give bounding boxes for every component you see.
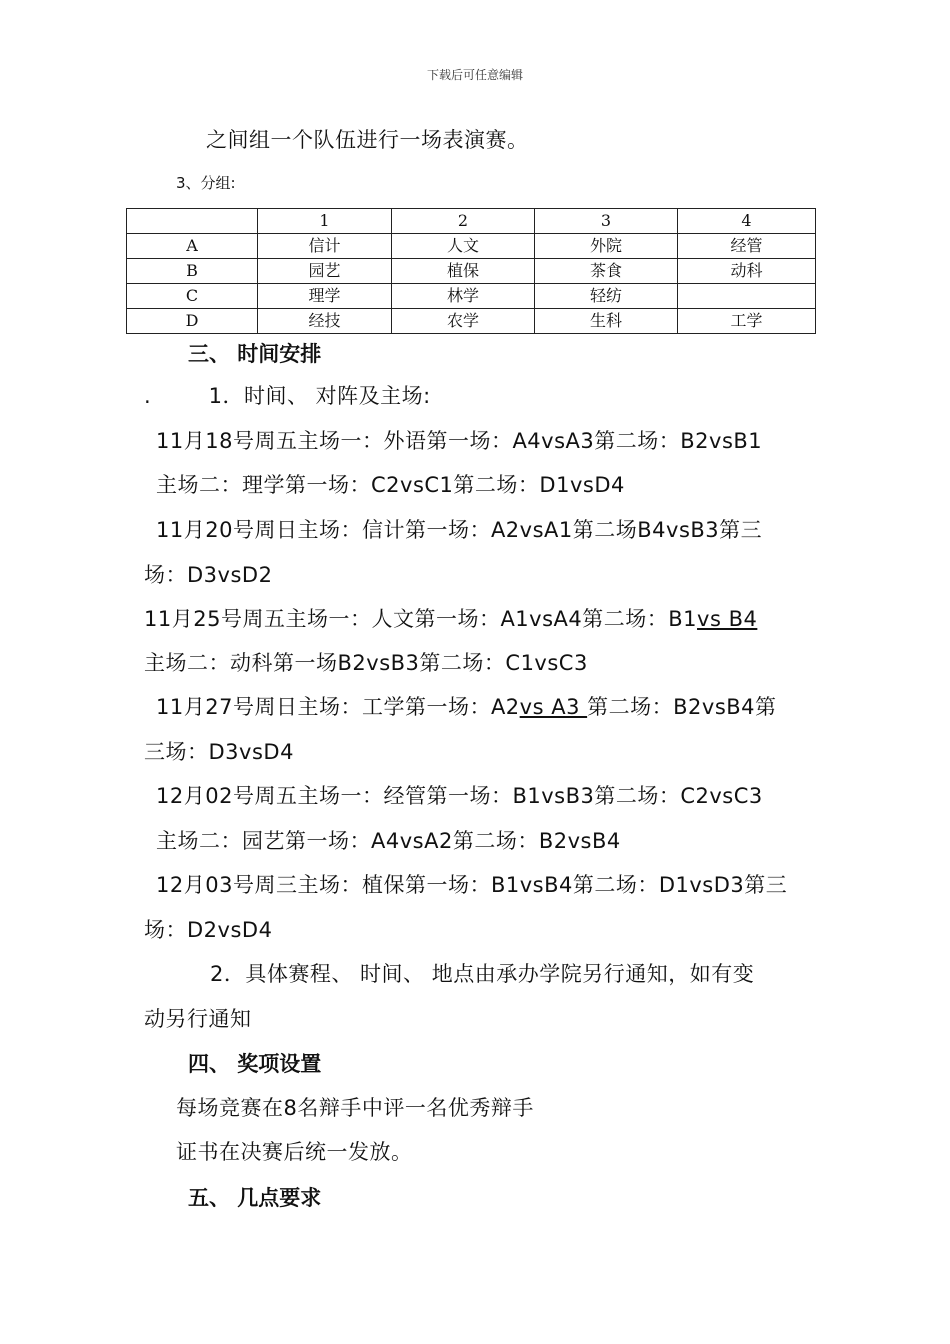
- column-header: 1: [258, 209, 392, 234]
- table-cell: 植保: [392, 259, 535, 284]
- schedule-line: [156, 691, 777, 721]
- table-cell: 经管: [678, 234, 816, 259]
- table-cell: 信计: [258, 234, 392, 259]
- schedule-line: 三场：D3vsD4: [144, 740, 294, 764]
- group-label: A: [127, 234, 258, 259]
- table-row: [127, 259, 816, 284]
- section5-title: 五、 几点要求: [188, 1186, 322, 1210]
- schedule-line: 主场二：园艺第一场：A4vsA2第二场：B2vsB4: [156, 829, 621, 853]
- column-header: [127, 209, 258, 234]
- column-header: 2: [392, 209, 535, 234]
- schedule-line: [144, 603, 757, 633]
- table-cell: 工学: [678, 309, 816, 334]
- page-header: 下载后可任意编辑: [426, 68, 523, 82]
- item2-line1: 2．具体赛程、 时间、 地点由承办学院另行通知，如有变: [210, 962, 755, 986]
- group-label: D: [127, 309, 258, 334]
- schedule-text: 第二场：B2vsB4第: [587, 695, 777, 719]
- schedule-line: 场：D3vsD2: [144, 563, 273, 587]
- table-header-row: [127, 209, 816, 234]
- table-cell: 园艺: [258, 259, 392, 284]
- schedule-line: 12月02号周五主场一：经管第一场：B1vsB3第二场：C2vsC3: [156, 784, 763, 808]
- column-header: 4: [678, 209, 816, 234]
- schedule-text: 11月25号周五主场一：人文第一场：A1vsA4第二场：B1: [144, 607, 698, 631]
- table-cell: 林学: [392, 284, 535, 309]
- schedule-line: 场：D2vsD4: [144, 918, 273, 942]
- item2-line2: 动另行通知: [144, 1007, 252, 1031]
- grouping-label: 3、分组:: [176, 174, 236, 192]
- schedule-line: 主场二：理学第一场：C2vsC1第二场：D1vsD4: [156, 473, 625, 497]
- section3-title: 三、 时间安排: [188, 342, 322, 366]
- schedule-line: 11月20号周日主场：信计第一场：A2vsA1第二场B4vsB3第三: [156, 518, 763, 542]
- table-row: [127, 309, 816, 334]
- table-cell: 理学: [258, 284, 392, 309]
- grouping-table: [126, 208, 816, 334]
- underlined-text: vs A3: [519, 695, 588, 719]
- section4-title: 四、 奖项设置: [188, 1052, 322, 1076]
- table-cell: 经技: [258, 309, 392, 334]
- schedule-line: 主场二：动科第一场B2vsB3第二场：C1vsC3: [144, 651, 588, 675]
- table-cell: 茶食: [535, 259, 678, 284]
- group-label: C: [127, 284, 258, 309]
- table-cell: 轻纺: [535, 284, 678, 309]
- table-cell: 动科: [678, 259, 816, 284]
- intro-line: 之间组一个队伍进行一场表演赛。: [206, 128, 529, 152]
- schedule-line: 12月03号周三主场：植保第一场：B1vsB4第二场：D1vsD3第三: [156, 873, 788, 897]
- awards-line: 每场竞赛在8名辩手中评一名优秀辩手: [176, 1096, 534, 1120]
- schedule-text: 11月27号周日主场：工学第一场：A2: [156, 695, 520, 719]
- table-cell: 农学: [392, 309, 535, 334]
- item1-label: . 1．时间、 对阵及主场:: [144, 384, 431, 408]
- table-row: [127, 284, 816, 309]
- schedule-line: 11月18号周五主场一：外语第一场：A4vsA3第二场：B2vsB1: [156, 429, 763, 453]
- column-header: 3: [535, 209, 678, 234]
- table-cell: 人文: [392, 234, 535, 259]
- table-cell: 外院: [535, 234, 678, 259]
- group-label: B: [127, 259, 258, 284]
- table-row: [127, 234, 816, 259]
- table-cell: [678, 284, 816, 309]
- underlined-text: vs B4: [697, 607, 758, 631]
- awards-line: 证书在决赛后统一发放。: [176, 1140, 413, 1164]
- table-cell: 生科: [535, 309, 678, 334]
